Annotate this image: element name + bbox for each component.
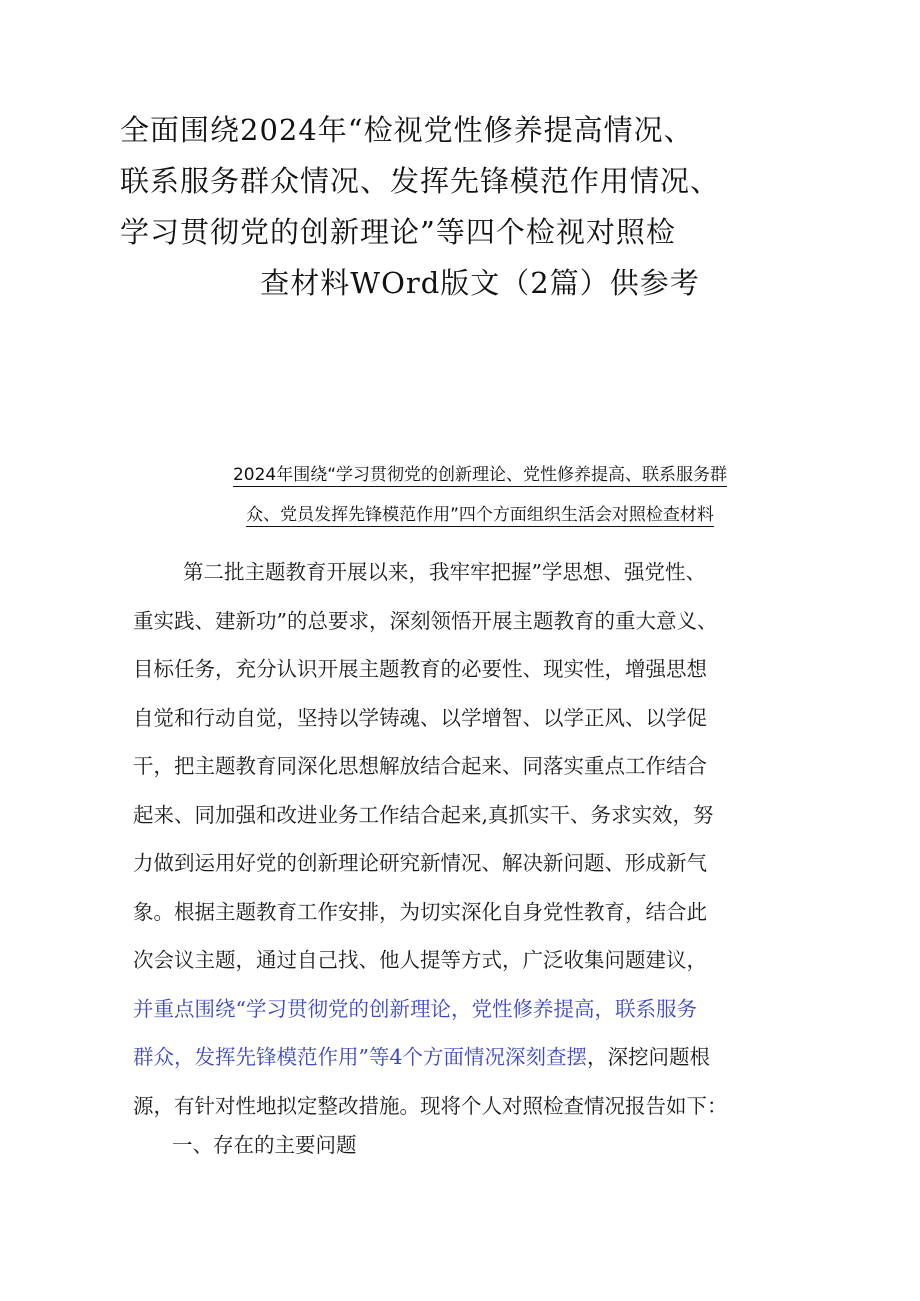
- body-text-tail: ，深挖问题根: [587, 1045, 711, 1069]
- subtitle-line: 2024年围绕“学习贯彻党的创新理论、党性修养提高、联系服务群: [232, 465, 728, 485]
- title-line: 查材料WOrd版文（2篇）供参考: [260, 266, 700, 300]
- body-line: 重实践、建新功”的总要求，深刻领悟开展主题教育的重大意义、: [133, 608, 718, 633]
- body-line-mixed: [133, 1033, 833, 1082]
- body-line: 自觉和行动自觉，坚持以学铸魂、以学增智、以学正风、以学促: [133, 705, 707, 730]
- body-paragraph: [133, 548, 833, 1130]
- title-line: 学习贯彻党的创新理论”等四个检视对照检: [120, 215, 676, 249]
- body-line: 第二批主题教育开展以来，我牢牢把握”学思想、强党性、: [183, 560, 706, 584]
- body-line: 次会议主题，通过自己找、他人提等方式，广泛收集问题建议，: [133, 948, 707, 972]
- subtitle-line: 众、党员发挥先锋模范作用”四个方面组织生活会对照检查材料: [246, 505, 714, 525]
- document-title: [120, 105, 810, 309]
- highlighted-line: 并重点围绕“学习贯彻党的创新理论，党性修养提高，联系服务: [133, 996, 697, 1021]
- document-subtitle: [120, 455, 840, 535]
- section-heading: 一、存在的主要问题: [172, 1133, 357, 1157]
- body-line: 象。根据主题教育工作安排，为切实深化自身党性教育，结合此: [133, 899, 707, 924]
- body-line: 力做到运用好党的创新理论研究新情况、解决新问题、形成新气: [133, 851, 707, 875]
- body-line: 目标任务，充分认识开展主题教育的必要性、现实性，增强思想: [133, 657, 707, 681]
- title-line: 全面围绕2024年“检视党性修养提高情况、: [120, 113, 694, 147]
- body-line: 起来、同加强和改进业务工作结合起来,真抓实干、务求实效，努: [133, 802, 714, 827]
- highlighted-text: 群众，发挥先锋模范作用”等4个方面情况深刻查摆: [133, 1045, 588, 1069]
- title-line: 联系服务群众情况、发挥先锋模范作用情况、: [120, 164, 721, 198]
- body-line: 源，有针对性地拟定整改措施。现将个人对照检查情况报告如下：: [133, 1093, 728, 1118]
- body-line: 干，把主题教育同深化思想解放结合起来、同落实重点工作结合: [133, 754, 707, 778]
